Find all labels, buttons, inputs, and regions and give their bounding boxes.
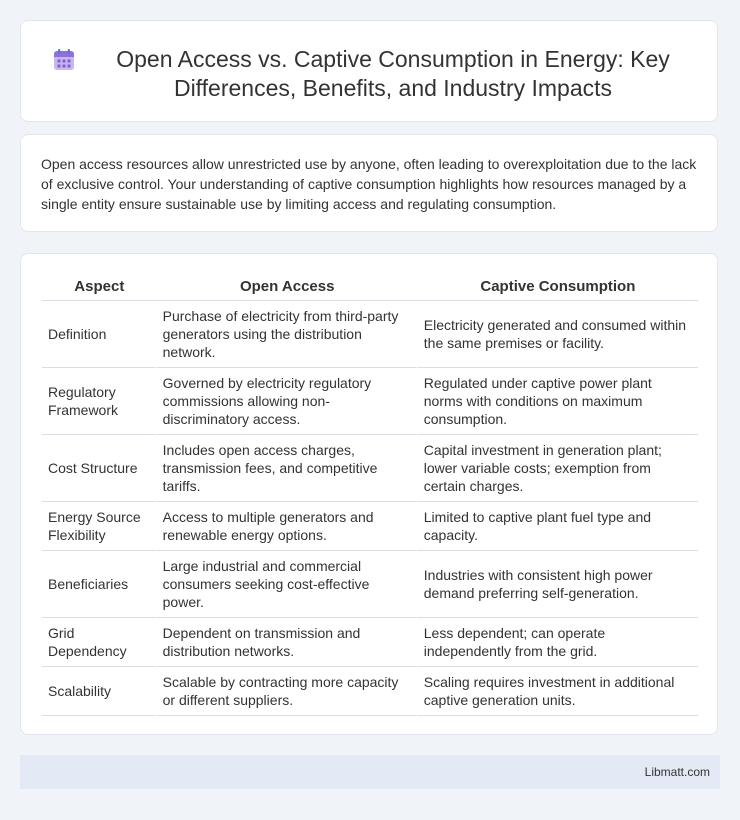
open-access-cell: Scalable by contracting more capacity or different suppliers. — [157, 667, 418, 716]
table-row — [42, 502, 698, 551]
page-title: Open Access vs. Captive Consumption in Energy: Key Differences, Benefits, and Industry Impacts — [116, 46, 670, 101]
open-access-cell: Governed by electricity regulatory commissions allowing non-discriminatory access. — [157, 368, 418, 435]
aspect-cell: Regulatory Framework — [42, 368, 157, 435]
table-row — [42, 618, 698, 667]
open-access-cell: Large industrial and commercial consumers seeking cost-effective power. — [157, 551, 418, 618]
open-access-cell: Dependent on transmission and distribution networks. — [157, 618, 418, 667]
captive-cell: Limited to captive plant fuel type and capacity. — [418, 502, 698, 551]
open-access-cell: Includes open access charges, transmission fees, and competitive tariffs. — [157, 435, 418, 502]
table-header-row — [42, 276, 698, 301]
table-row — [42, 667, 698, 716]
captive-cell: Scaling requires investment in additional captive generation units. — [418, 667, 698, 716]
intro-card — [20, 134, 718, 232]
aspect-cell: Scalability — [42, 667, 157, 716]
comparison-card — [20, 253, 718, 735]
open-access-cell: Access to multiple generators and renewable energy options. — [157, 502, 418, 551]
footer — [20, 755, 720, 789]
table-row — [42, 551, 698, 618]
captive-cell: Regulated under captive power plant norms with conditions on maximum consumption. — [418, 368, 698, 435]
table-row — [42, 301, 698, 368]
header-aspect: Aspect — [42, 276, 157, 301]
header-captive-consumption: Captive Consumption — [418, 276, 698, 301]
table-row — [42, 435, 698, 502]
calendar-icon — [51, 47, 77, 73]
captive-cell: Less dependent; can operate independently from the grid. — [418, 618, 698, 667]
aspect-cell: Cost Structure — [42, 435, 157, 502]
table-row — [42, 368, 698, 435]
aspect-cell: Grid Dependency — [42, 618, 157, 667]
aspect-cell: Definition — [42, 301, 157, 368]
title-card — [20, 20, 718, 122]
aspect-cell: Energy Source Flexibility — [42, 502, 157, 551]
open-access-cell: Purchase of electricity from third-party generators using the distribution network. — [157, 301, 418, 368]
captive-cell: Capital investment in generation plant; lower variable costs; exemption from certain charges. — [418, 435, 698, 502]
header-open-access: Open Access — [157, 276, 418, 301]
captive-cell: Industries with consistent high power demand preferring self-generation. — [418, 551, 698, 618]
comparison-table — [42, 276, 698, 716]
aspect-cell: Beneficiaries — [42, 551, 157, 618]
intro-paragraph: Open access resources allow unrestricted use by anyone, often leading to overexploitation due to the lack of exclusive control. Your understanding of captive consumption highlights how resources managed by a single entity ensure sustainable use by limiting access and regulating consumption. — [41, 156, 697, 212]
footer-brand: Libmatt.com — [644, 765, 710, 779]
captive-cell: Electricity generated and consumed within the same premises or facility. — [418, 301, 698, 368]
